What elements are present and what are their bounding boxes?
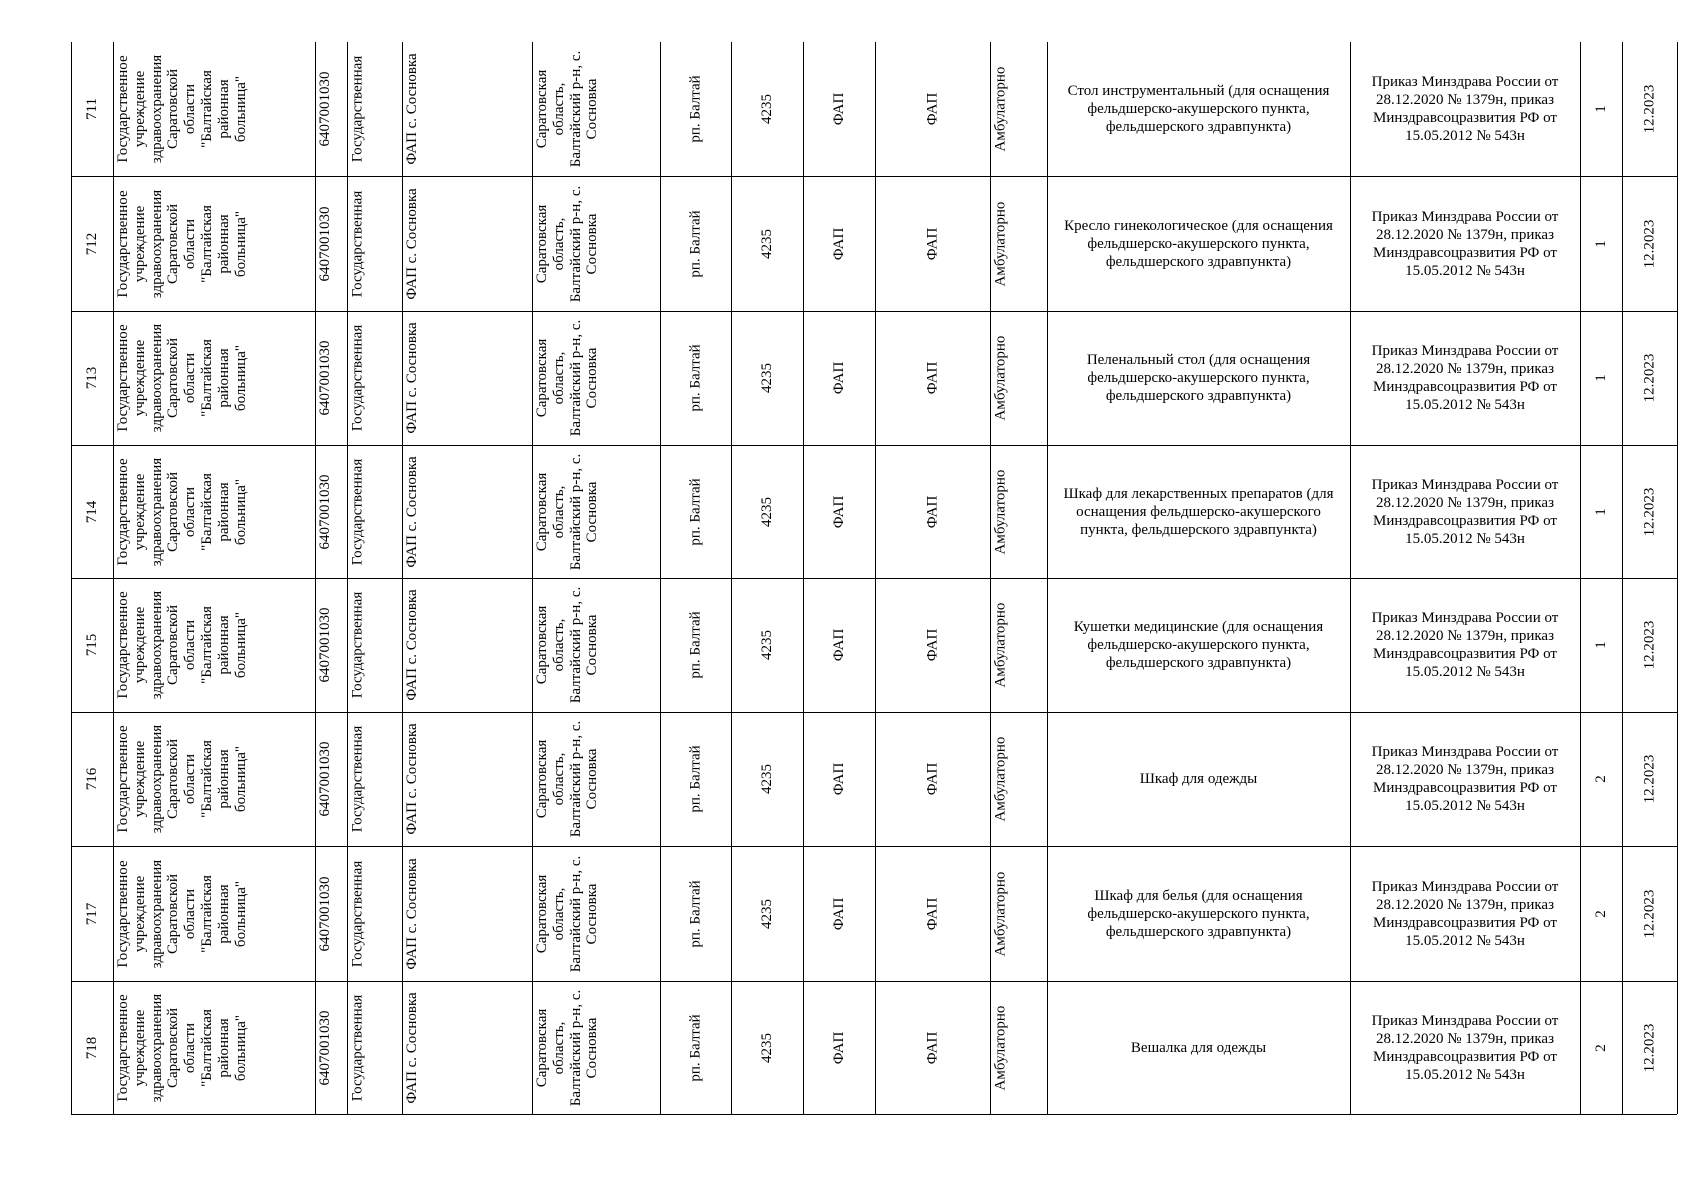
cell-address (532, 578, 660, 712)
facility-type-text: ФАП (830, 1031, 847, 1064)
cell-settlement (660, 42, 731, 176)
inn-text: 6407001030 (317, 474, 333, 549)
regulation-text: Приказ Минздрава России от 28.12.2020 № 1379н, приказ Минздравсоцразвития РФ от 15.05.2012 № 543н (1371, 878, 1559, 949)
organization-text: Государственное учреждение здравоохранения Саратовской области "Балтайская районная больница" (115, 54, 249, 164)
cell-equipment (1047, 42, 1350, 176)
cell-unit (402, 712, 532, 846)
quantity-text: 1 (1592, 105, 1609, 113)
date-text: 12.2023 (1641, 219, 1658, 268)
quantity-text: 2 (1592, 909, 1609, 918)
organization-text: Государственное учреждение здравоохранения Саратовской области "Балтайская районная больница" (115, 189, 249, 298)
cell-inn (315, 176, 347, 311)
address-text: Саратовская область, Балтайский р-н, с. Сосновка (534, 989, 601, 1106)
cell-subdivision (875, 578, 990, 712)
cell-equipment (1047, 846, 1350, 981)
cell-settlement (660, 578, 731, 712)
quantity-text: 1 (1592, 507, 1609, 516)
cell-ownership (347, 712, 402, 846)
address-text: Саратовская область, Балтайский р-н, с. Сосновка (534, 50, 601, 168)
address-text: Саратовская область, Балтайский р-н, с. Сосновка (534, 319, 601, 437)
row-number-text: 713 (83, 366, 100, 390)
inn-text: 6407001030 (317, 1010, 333, 1085)
unit-text: ФАП с. Сосновка (404, 589, 420, 701)
equipment-text: Шкаф для лекарственных препаратов (для оснащения фельдшерско-акушерского пункта, фельдшерского здравпункта) (1063, 485, 1334, 538)
facility-type-text: ФАП (830, 227, 847, 260)
cell-date (1622, 846, 1677, 981)
care-form-text: Амбулаторно (992, 66, 1008, 152)
cell-subdivision (875, 311, 990, 445)
cell-row-number (71, 311, 113, 445)
cell-care-form (990, 578, 1047, 712)
regulation-text: Приказ Минздрава России от 28.12.2020 № 1379н, приказ Минздравсоцразвития РФ от 15.05.2012 № 543н (1371, 343, 1559, 413)
date-text: 12.2023 (1641, 754, 1658, 804)
equipment-text: Пеленальный стол (для оснащения фельдшерско-акушерского пункта, фельдшерского здравпункта) (1086, 352, 1311, 404)
quantity-text: 1 (1592, 641, 1609, 649)
cell-organization (113, 846, 315, 981)
cell-subdivision (875, 981, 990, 1114)
cell-ownership (347, 846, 402, 981)
regulation-text: Приказ Минздрава России от 28.12.2020 № 1379н, приказ Минздравсоцразвития РФ от 15.05.2012 № 543н (1371, 1012, 1559, 1083)
cell-unit (402, 578, 532, 712)
cell-organization (113, 311, 315, 445)
cell-organization (113, 176, 315, 311)
cell-organization (113, 712, 315, 846)
cell-care-form (990, 981, 1047, 1114)
code-text: 4235 (758, 898, 775, 929)
ownership-text: Государственная (349, 994, 365, 1101)
cell-unit (402, 311, 532, 445)
facility-type-text: ФАП (830, 897, 847, 930)
cell-date (1622, 176, 1677, 311)
cell-care-form (990, 42, 1047, 176)
cell-care-form (990, 445, 1047, 578)
address-text: Саратовская область, Балтайский р-н, с. Сосновка (534, 855, 601, 972)
date-text: 12.2023 (1641, 1023, 1658, 1072)
settlement-text: рп. Балтай (687, 477, 704, 546)
cell-subdivision (875, 445, 990, 578)
row-number-text: 715 (83, 633, 100, 657)
cell-date (1622, 42, 1677, 176)
cell-unit (402, 176, 532, 311)
equipment-text: Кушетки медицинские (для оснащения фельдшерско-акушерского пункта, фельдшерского здравпункта) (1073, 619, 1324, 671)
subdivision-text: ФАП (924, 897, 941, 930)
cell-quantity (1580, 311, 1622, 445)
inn-text: 6407001030 (317, 741, 333, 817)
care-form-text: Амбулаторно (992, 871, 1008, 956)
unit-text: ФАП с. Сосновка (404, 455, 420, 568)
unit-text: ФАП с. Сосновка (404, 187, 420, 300)
regulation-text: Приказ Минздрава России от 28.12.2020 № 1379н, приказ Минздравсоцразвития РФ от 15.05.2012 № 543н (1371, 744, 1559, 814)
settlement-text: рп. Балтай (687, 879, 704, 948)
cell-care-form (990, 176, 1047, 311)
cell-address (532, 42, 660, 176)
cell-facility-type (803, 846, 875, 981)
address-text: Саратовская область, Балтайский р-н, с. Сосновка (534, 185, 601, 302)
regulation-text: Приказ Минздрава России от 28.12.2020 № 1379н, приказ Минздравсоцразвития РФ от 15.05.2012 № 543н (1371, 74, 1559, 144)
facility-type-text: ФАП (830, 361, 847, 395)
organization-text: Государственное учреждение здравоохранения Саратовской области "Балтайская районная больница" (115, 993, 249, 1102)
cell-inn (315, 42, 347, 176)
cell-inn (315, 578, 347, 712)
code-text: 4235 (758, 1032, 775, 1063)
cell-organization (113, 445, 315, 578)
cell-ownership (347, 981, 402, 1114)
ownership-text: Государственная (349, 55, 365, 163)
code-text: 4235 (758, 94, 775, 124)
facility-type-text: ФАП (830, 92, 847, 126)
cell-equipment (1047, 981, 1350, 1114)
cell-address (532, 445, 660, 578)
cell-inn (315, 311, 347, 445)
cell-row-number (71, 981, 113, 1114)
cell-date (1622, 712, 1677, 846)
cell-ownership (347, 445, 402, 578)
cell-quantity (1580, 846, 1622, 981)
cell-regulation (1350, 981, 1580, 1114)
row-number-text: 711 (83, 98, 100, 120)
row-number-text: 712 (83, 232, 100, 255)
cell-address (532, 981, 660, 1114)
settlement-text: рп. Балтай (687, 344, 704, 412)
settlement-text: рп. Балтай (687, 1013, 704, 1082)
cell-facility-type (803, 578, 875, 712)
row-number-text: 716 (83, 767, 100, 791)
row-number-text: 717 (83, 902, 100, 925)
cell-subdivision (875, 176, 990, 311)
row-number-text: 718 (83, 1036, 100, 1059)
quantity-text: 1 (1592, 239, 1609, 248)
care-form-text: Амбулаторно (992, 201, 1008, 286)
code-text: 4235 (758, 363, 775, 393)
cell-code (731, 846, 803, 981)
cell-settlement (660, 445, 731, 578)
cell-ownership (347, 176, 402, 311)
cell-ownership (347, 578, 402, 712)
cell-unit (402, 981, 532, 1114)
cell-regulation (1350, 176, 1580, 311)
quantity-text: 2 (1592, 775, 1609, 783)
unit-text: ФАП с. Сосновка (404, 322, 420, 434)
care-form-text: Амбулаторно (992, 469, 1008, 554)
address-text: Саратовская область, Балтайский р-н, с. Сосновка (534, 453, 601, 570)
quantity-text: 1 (1592, 374, 1609, 382)
cell-regulation (1350, 846, 1580, 981)
cell-code (731, 445, 803, 578)
subdivision-text: ФАП (924, 762, 941, 796)
cell-date (1622, 981, 1677, 1114)
cell-inn (315, 445, 347, 578)
cell-regulation (1350, 42, 1580, 176)
address-text: Саратовская область, Балтайский р-н, с. Сосновка (534, 586, 601, 704)
cell-regulation (1350, 445, 1580, 578)
cell-row-number (71, 578, 113, 712)
cell-settlement (660, 176, 731, 311)
care-form-text: Амбулаторно (992, 1005, 1008, 1090)
cell-settlement (660, 712, 731, 846)
cell-ownership (347, 42, 402, 176)
care-form-text: Амбулаторно (992, 736, 1008, 822)
unit-text: ФАП с. Сосновка (404, 53, 420, 165)
date-text: 12.2023 (1641, 889, 1658, 938)
cell-organization (113, 981, 315, 1114)
subdivision-text: ФАП (924, 495, 941, 528)
cell-facility-type (803, 311, 875, 445)
organization-text: Государственное учреждение здравоохранения Саратовской области "Балтайская районная больница" (115, 457, 249, 566)
facility-type-text: ФАП (830, 495, 847, 528)
cell-care-form (990, 712, 1047, 846)
code-text: 4235 (758, 228, 775, 259)
row-number-text: 714 (83, 500, 100, 523)
cell-unit (402, 846, 532, 981)
settlement-text: рп. Балтай (687, 745, 704, 813)
unit-text: ФАП с. Сосновка (404, 723, 420, 835)
regulation-text: Приказ Минздрава России от 28.12.2020 № 1379н, приказ Минздравсоцразвития РФ от 15.05.2012 № 543н (1371, 610, 1559, 680)
settlement-text: рп. Балтай (687, 75, 704, 143)
cell-address (532, 311, 660, 445)
inn-text: 6407001030 (317, 71, 333, 147)
subdivision-text: ФАП (924, 361, 941, 395)
quantity-text: 2 (1592, 1043, 1609, 1052)
cell-regulation (1350, 578, 1580, 712)
cell-equipment (1047, 578, 1350, 712)
equipment-text: Вешалка для одежды (1130, 1039, 1267, 1056)
cell-inn (315, 712, 347, 846)
cell-row-number (71, 445, 113, 578)
cell-quantity (1580, 712, 1622, 846)
regulation-text: Приказ Минздрава России от 28.12.2020 № 1379н, приказ Минздравсоцразвития РФ от 15.05.2012 № 543н (1371, 476, 1559, 547)
inn-text: 6407001030 (317, 340, 333, 416)
unit-text: ФАП с. Сосновка (404, 991, 420, 1104)
cell-quantity (1580, 578, 1622, 712)
column-divider (1677, 42, 1678, 1114)
organization-text: Государственное учреждение здравоохранения Саратовской области "Балтайская районная больница" (115, 323, 249, 433)
cell-address (532, 846, 660, 981)
cell-address (532, 712, 660, 846)
ownership-text: Государственная (349, 190, 365, 297)
subdivision-text: ФАП (924, 1031, 941, 1064)
cell-subdivision (875, 846, 990, 981)
inn-text: 6407001030 (317, 607, 333, 683)
subdivision-text: ФАП (924, 628, 941, 662)
cell-row-number (71, 176, 113, 311)
regulation-text: Приказ Минздрава России от 28.12.2020 № 1379н, приказ Минздравсоцразвития РФ от 15.05.2012 № 543н (1371, 208, 1559, 279)
cell-quantity (1580, 445, 1622, 578)
cell-equipment (1047, 176, 1350, 311)
inn-text: 6407001030 (317, 206, 333, 281)
cell-inn (315, 981, 347, 1114)
cell-organization (113, 42, 315, 176)
cell-row-number (71, 846, 113, 981)
ownership-text: Государственная (349, 458, 365, 565)
cell-code (731, 981, 803, 1114)
settlement-text: рп. Балтай (687, 611, 704, 679)
equipment-text: Стол инструментальный (для оснащения фельдшерско-акушерского пункта, фельдшерского здравпункта) (1067, 83, 1330, 135)
cell-row-number (71, 712, 113, 846)
cell-inn (315, 846, 347, 981)
cell-date (1622, 311, 1677, 445)
cell-equipment (1047, 712, 1350, 846)
cell-unit (402, 445, 532, 578)
ownership-text: Государственная (349, 860, 365, 967)
cell-facility-type (803, 42, 875, 176)
cell-care-form (990, 846, 1047, 981)
code-text: 4235 (758, 764, 775, 794)
cell-quantity (1580, 176, 1622, 311)
cell-care-form (990, 311, 1047, 445)
cell-date (1622, 578, 1677, 712)
subdivision-text: ФАП (924, 92, 941, 126)
organization-text: Государственное учреждение здравоохранения Саратовской области "Балтайская районная больница" (115, 724, 249, 834)
cell-facility-type (803, 981, 875, 1114)
cell-quantity (1580, 42, 1622, 176)
cell-code (731, 311, 803, 445)
cell-facility-type (803, 176, 875, 311)
date-text: 12.2023 (1641, 620, 1658, 670)
inn-text: 6407001030 (317, 876, 333, 951)
cell-organization (113, 578, 315, 712)
care-form-text: Амбулаторно (992, 335, 1008, 421)
ownership-text: Государственная (349, 591, 365, 699)
care-form-text: Амбулаторно (992, 602, 1008, 688)
cell-equipment (1047, 445, 1350, 578)
cell-ownership (347, 311, 402, 445)
equipment-text: Шкаф для белья (для оснащения фельдшерско-акушерского пункта, фельдшерского здравпункта) (1087, 887, 1310, 940)
cell-facility-type (803, 445, 875, 578)
cell-code (731, 42, 803, 176)
date-text: 12.2023 (1641, 353, 1658, 403)
unit-text: ФАП с. Сосновка (404, 857, 420, 970)
code-text: 4235 (758, 496, 775, 527)
cell-regulation (1350, 311, 1580, 445)
cell-equipment (1047, 311, 1350, 445)
facility-type-text: ФАП (830, 628, 847, 662)
date-text: 12.2023 (1641, 487, 1658, 536)
cell-row-number (71, 42, 113, 176)
row-divider (71, 1114, 1677, 1115)
cell-settlement (660, 311, 731, 445)
equipment-text: Кресло гинекологическое (для оснащения фельдшерско-акушерского пункта, фельдшерского здравпункта) (1064, 217, 1333, 270)
settlement-text: рп. Балтай (687, 209, 704, 278)
cell-quantity (1580, 981, 1622, 1114)
subdivision-text: ФАП (924, 227, 941, 260)
organization-text: Государственное учреждение здравоохранения Саратовской области "Балтайская районная больница" (115, 590, 249, 700)
ownership-text: Государственная (349, 324, 365, 432)
organization-text: Государственное учреждение здравоохранения Саратовской области "Балтайская районная больница" (115, 859, 249, 968)
cell-address (532, 176, 660, 311)
cell-code (731, 578, 803, 712)
cell-settlement (660, 846, 731, 981)
cell-code (731, 176, 803, 311)
code-text: 4235 (758, 630, 775, 660)
equipment-text: Шкаф для одежды (1139, 771, 1258, 787)
cell-regulation (1350, 712, 1580, 846)
cell-subdivision (875, 42, 990, 176)
cell-unit (402, 42, 532, 176)
cell-settlement (660, 981, 731, 1114)
cell-subdivision (875, 712, 990, 846)
date-text: 12.2023 (1641, 84, 1658, 134)
address-text: Саратовская область, Балтайский р-н, с. Сосновка (534, 720, 601, 838)
cell-code (731, 712, 803, 846)
ownership-text: Государственная (349, 725, 365, 833)
cell-date (1622, 445, 1677, 578)
facility-type-text: ФАП (830, 762, 847, 796)
cell-facility-type (803, 712, 875, 846)
